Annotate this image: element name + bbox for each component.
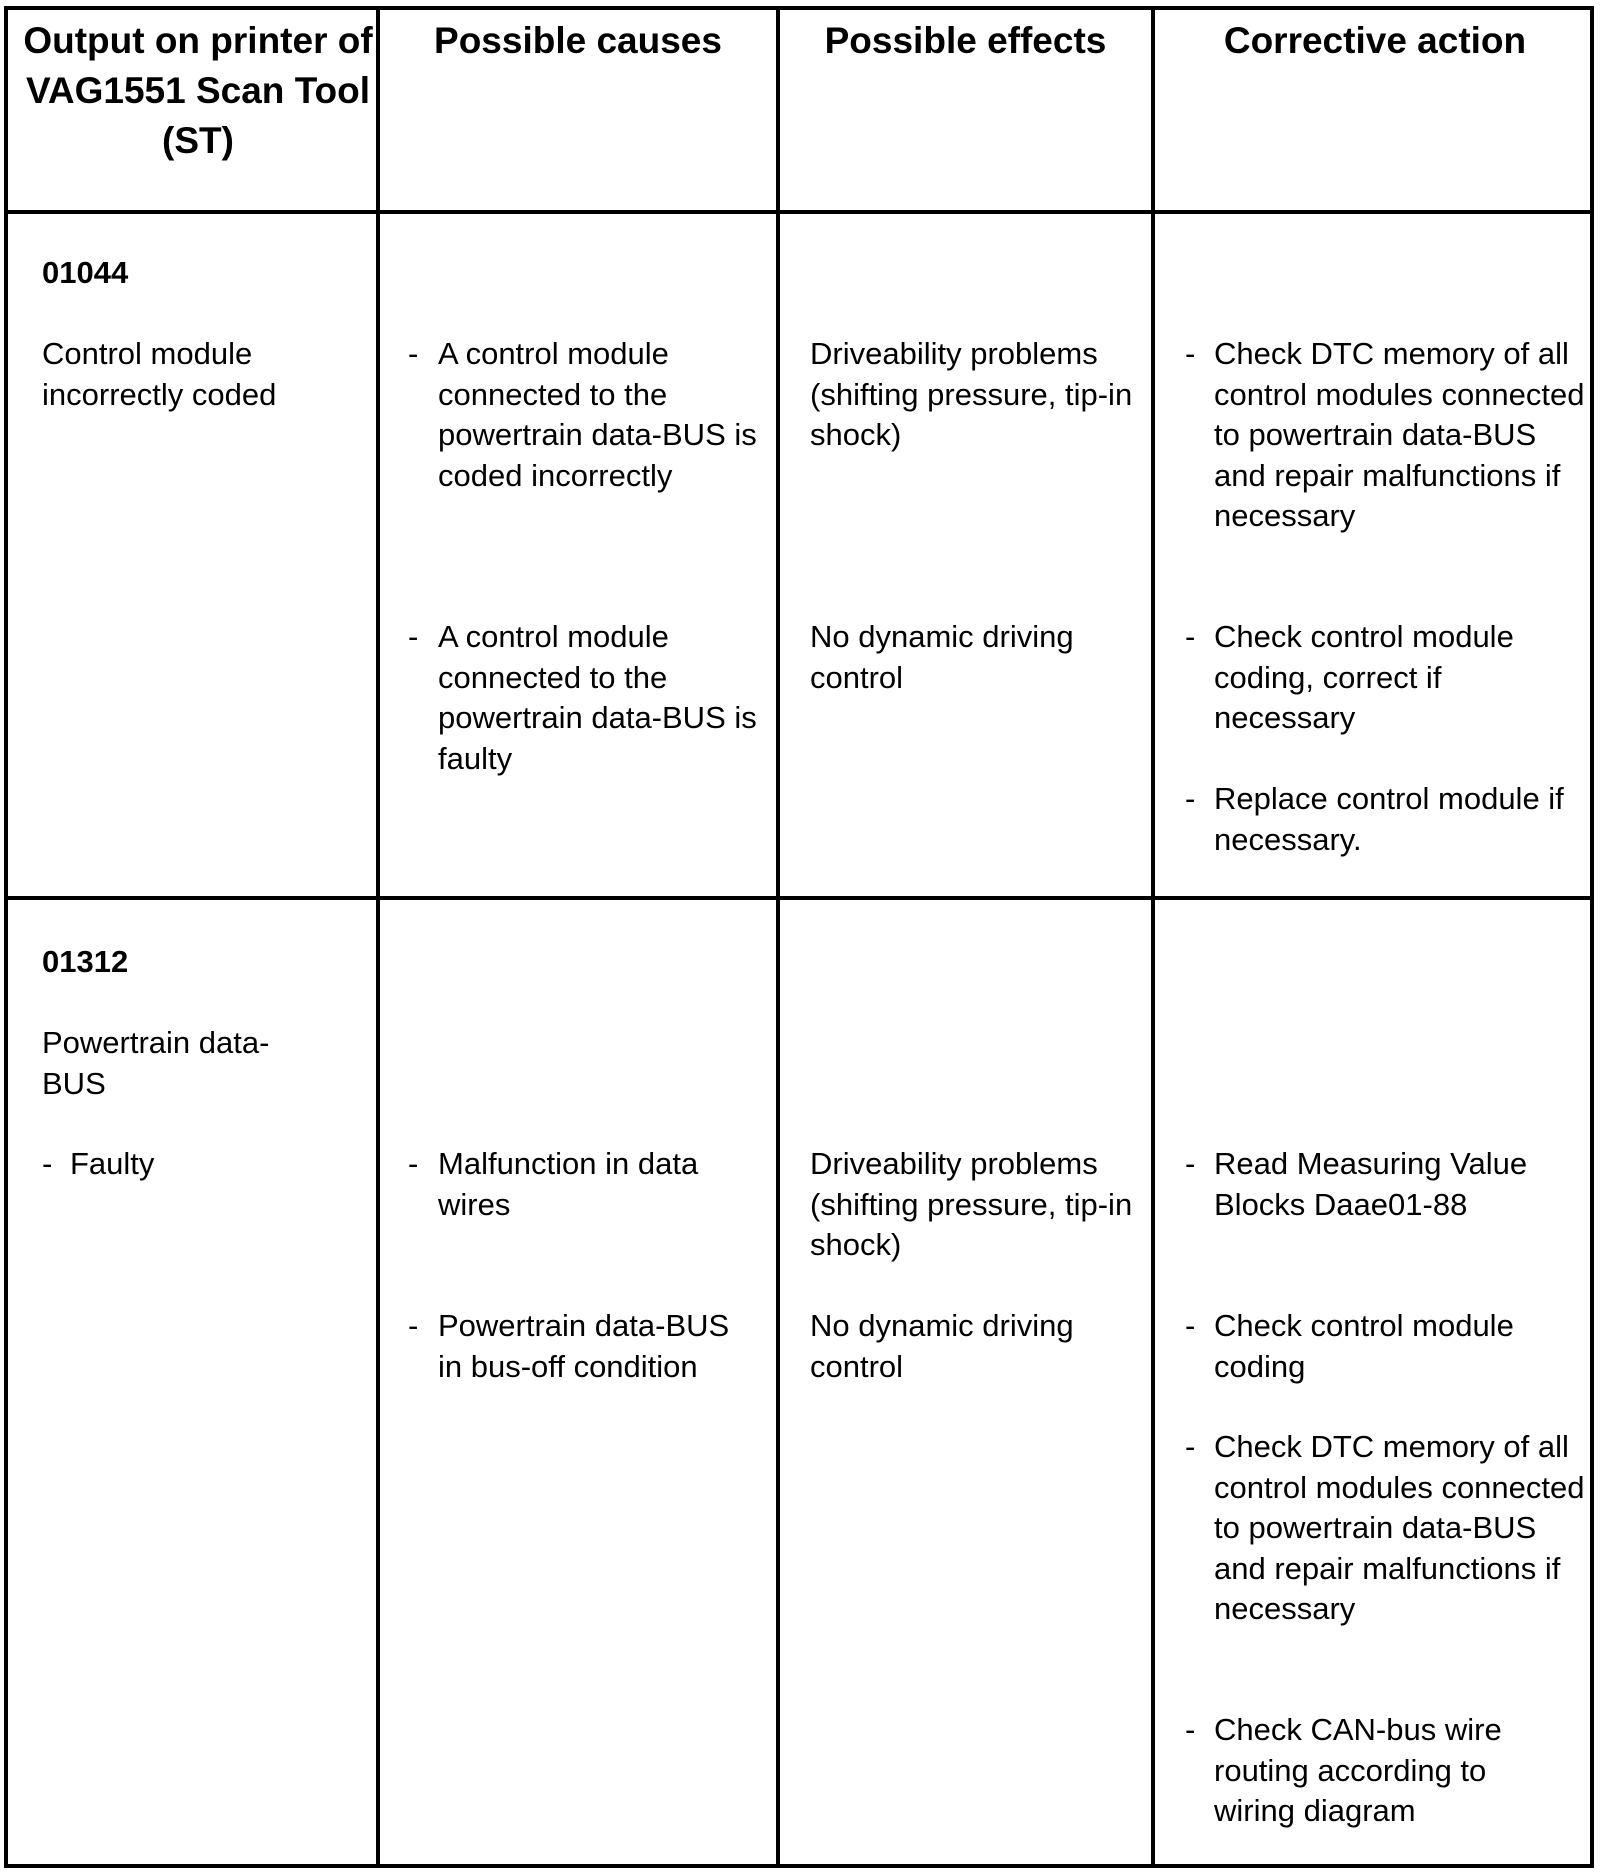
row-divider — [8, 896, 1590, 900]
fault-description: Control module incorrectly coded — [42, 336, 277, 412]
effect-item: No dynamic driving control — [810, 1308, 1074, 1384]
diagnostic-table: Output on printer of VAG1551 Scan Tool (ST) Possible causes Possible effects Corrective action 01044 Control module incorrectly coded - A control module connected to the powertrain data-BUS is coded incorrectly - A control module connected to the powertrain data-BUS is faulty Driveability problems (shifting pressure, tip-in shock) No dynamic driving control - Check DTC memory of all control modules connected to powertrain data-BUS and repair malfunctions if necessary - Check control module coding, correct if necessary - Replace control module if necessary. 01312 Powertrain data-BUS - Faulty - Malfunction in data wires - Powertrain data-BUS in bus-off condition Driveability problems (shifting pressure, tip-in shock) No dynamic driving control - Read Measuring Value Blocks Daae01-88 - Check control module coding - Check DTC memory of all control modules connected to powertrain data-BUS and repair malfunctions if necessary - Check CAN-bus wire routing according to wiring diagram — [4, 6, 1594, 1868]
header-possible-effects: Possible effects — [824, 20, 1107, 61]
header-corrective-action: Corrective action — [1223, 20, 1527, 61]
effect-item: Driveability problems (shifting pressure, tip-in shock) — [810, 1146, 1133, 1262]
column-divider — [1151, 10, 1155, 1864]
effect-item: No dynamic driving control — [810, 619, 1074, 695]
header-output: Output on printer of VAG1551 Scan Tool (ST) — [23, 20, 373, 161]
row-divider — [8, 210, 1590, 214]
column-divider — [776, 10, 780, 1864]
column-divider — [376, 10, 380, 1864]
effect-item: Driveability problems (shifting pressure, tip-in shock) — [810, 336, 1133, 452]
header-possible-causes: Possible causes — [434, 20, 722, 61]
fault-code: 01044 — [42, 255, 129, 290]
fault-description: Powertrain data-BUS — [42, 1025, 270, 1101]
fault-code: 01312 — [42, 944, 129, 979]
